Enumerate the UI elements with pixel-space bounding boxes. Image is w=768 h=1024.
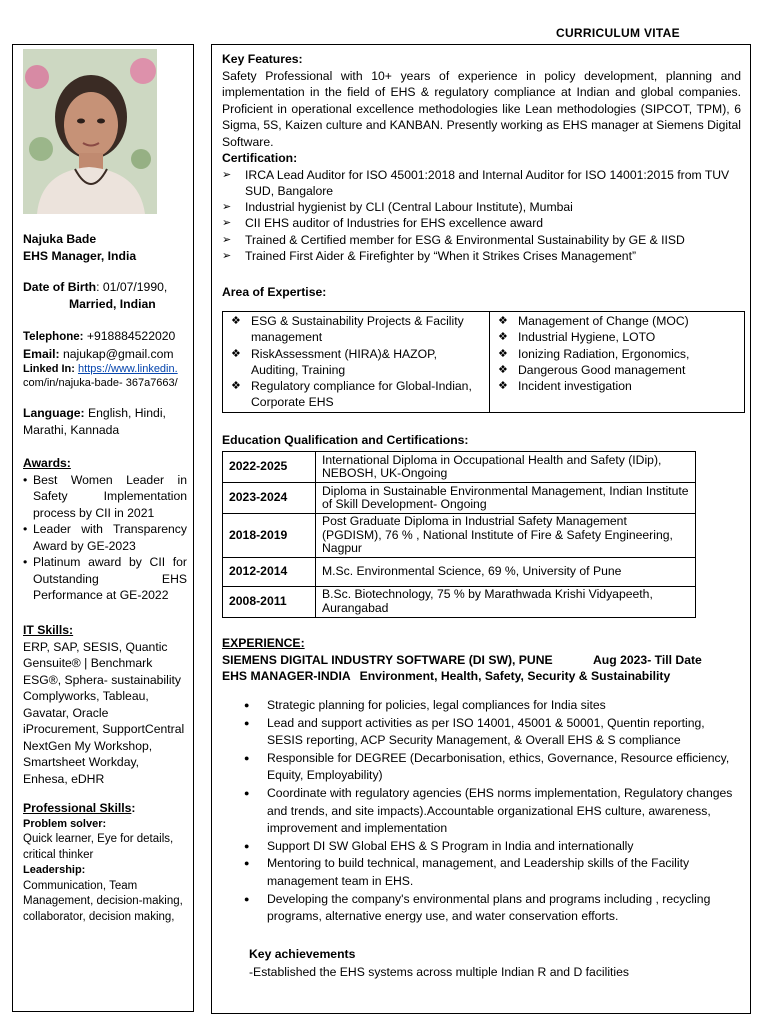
prof-skills-colon: : — [131, 801, 136, 815]
expertise-left-cell — [223, 312, 490, 413]
award-item: • Leader with Transparency Award by GE-2023 — [33, 521, 187, 554]
expertise-item: ❖ Industrial Hygiene, LOTO — [494, 329, 740, 345]
certification-item: ➢ Trained & Certified member for ESG & Environmental Sustainability by GE & IISD — [222, 232, 741, 248]
education-desc: Post Graduate Diploma in Industrial Safety Management (PGDISM), 76 % , National Institute of Fire & Safety Engineering, Nagpur — [316, 514, 696, 558]
certification-item: ➢ CII EHS auditor of Industries for EHS excellence award — [222, 215, 741, 231]
education-row — [223, 557, 696, 586]
experience-list — [222, 697, 741, 926]
expertise-item: ❖ RiskAssessment (HIRA)& HAZOP, Auditing, Training — [227, 346, 485, 379]
linkedin-link[interactable]: https://www.linkedin. — [78, 363, 178, 375]
certification-list — [222, 167, 741, 265]
job-title: EHS MANAGER-INDIA — [222, 669, 351, 683]
education-year: 2022-2025 — [223, 452, 316, 483]
certification-item: ➢ Trained First Aider & Firefighter by “When it Strikes Crises Management” — [222, 248, 741, 264]
prof-skills-heading: Professional Skills — [23, 801, 132, 815]
marital-status: Married, Indian — [69, 296, 156, 311]
linkedin-path: com/in/najuka-bade- 367a7663/ — [23, 377, 178, 389]
education-row — [223, 586, 696, 617]
certification-item: ➢ Industrial hygienist by CLI (Central Labour Institute), Mumbai — [222, 199, 741, 215]
leadership-text: Communication, Team Management, decision-making, collaborator, decision making, — [23, 879, 183, 923]
expertise-item: ❖ Incident investigation — [494, 378, 740, 394]
expertise-item: ❖ Ionizing Radiation, Ergonomics, — [494, 346, 740, 362]
document-title: CURRICULUM VITAE — [556, 26, 680, 40]
expertise-item: ❖ Management of Change (MOC) — [494, 313, 740, 329]
language-label: Language: — [23, 406, 85, 420]
main-content — [211, 44, 751, 1014]
key-features-heading: Key Features: — [222, 52, 303, 66]
experience-item: ● Responsible for DEGREE (Decarbonisation, ethics, Governance, Resource efficiency, Equity, Employability) — [222, 750, 741, 785]
education-row — [223, 514, 696, 558]
education-table — [222, 451, 696, 618]
dob-value: : 01/07/1990, — [96, 280, 168, 294]
profile-photo — [23, 49, 157, 214]
education-row — [223, 452, 696, 483]
experience-item: ● Lead and support activities as per ISO 14001, 45001 & 50001, Quentin reporting, SESIS reporting, ACP Security Management, & Overall EHS & S compliance — [222, 715, 741, 750]
it-skills-text: ERP, SAP, SESIS, Quantic Gensuite® | Benchmark ESG®, Sphera- sustainability Complyworks, Tableau, Gavatar, Oracle iProcurement, SupportCentral NextGen My Workshop, Smartsheet Workday, Enhesa, eDHR — [23, 639, 185, 786]
job-area: Environment, Health, Safety, Security & Sustainability — [359, 669, 671, 683]
email-value[interactable]: najukap@gmail.com — [59, 346, 174, 361]
education-row — [223, 483, 696, 514]
experience-item: ● Developing the company's environmental plans and programs including , recycling programs, alternative energy use, and water conservation efforts. — [222, 891, 741, 926]
education-year: 2023-2024 — [223, 483, 316, 514]
company-name: SIEMENS DIGITAL INDUSTRY SOFTWARE (DI SW), PUNE — [222, 652, 553, 667]
achievement-text: -Established the EHS systems across multiple Indian R and D facilities — [249, 965, 630, 979]
expertise-item: ❖ Dangerous Good management — [494, 362, 740, 378]
sidebar — [12, 44, 194, 1012]
award-item: • Platinum award by CII for Outstanding EHS Performance at GE-2022 — [33, 554, 187, 604]
phone-label: Telephone: — [23, 331, 84, 343]
experience-item: ● Mentoring to build technical, management, and Leadership skills of the Facility management team in EHS. — [222, 855, 741, 890]
certification-item: ➢ IRCA Lead Auditor for ISO 45001:2018 and Internal Auditor for ISO 14001:2015 from TUV SUD, Bangalore — [222, 167, 741, 200]
education-year: 2012-2014 — [223, 557, 316, 586]
it-skills-heading: IT Skills: — [23, 623, 74, 637]
expertise-table — [222, 311, 745, 413]
education-year: 2008-2011 — [223, 586, 316, 617]
education-desc: International Diploma in Occupational Health and Safety (IDip), NEBOSH, UK-Ongoing — [316, 452, 696, 483]
certification-heading: Certification: — [222, 151, 298, 165]
employment-period: Aug 2023- Till Date — [593, 652, 702, 667]
problem-solver-text: Quick learner, Eye for details, critical thinker — [23, 833, 174, 861]
email-label: Email: — [23, 346, 60, 361]
experience-item: ● Support DI SW Global EHS & S Program in India and internationally — [222, 838, 741, 856]
dob-label: Date of Birth — [23, 280, 97, 294]
education-heading: Education Qualification and Certifications: — [222, 433, 469, 447]
person-role: EHS Manager, India — [23, 248, 137, 263]
person-name: Najuka Bade — [23, 232, 97, 246]
experience-item: ● Strategic planning for policies, legal compliances for India sites — [222, 697, 741, 715]
expertise-heading: Area of Expertise: — [222, 285, 327, 299]
experience-heading: EXPERIENCE: — [222, 636, 305, 650]
achievements-heading: Key achievements — [249, 947, 356, 961]
linkedin-label: Linked In: — [23, 363, 75, 375]
key-features-text: Safety Professional with 10+ years of experience in policy development, planning and implementation in the field of EHS & regulatory compliance at Indian and global companies. Proficient in operational excellence methodologies like Lean methodologies (SIPCOT, TPM), 6 Sigma, 5S, Kaizen culture and KANBAN. Presently working as EHS manager at Siemens Digital Software. — [222, 68, 741, 149]
expertise-item: ❖ Regulatory compliance for Global-Indian, Corporate EHS — [227, 378, 485, 411]
leadership-label: Leadership: — [23, 864, 86, 876]
awards-list — [23, 472, 187, 604]
problem-solver-label: Problem solver: — [23, 817, 107, 830]
awards-heading: Awards: — [23, 456, 71, 470]
education-desc: B.Sc. Biotechnology, 75 % by Marathwada Krishi Vidyapeeth, Aurangabad — [316, 586, 696, 617]
expertise-right-cell — [490, 312, 745, 413]
expertise-item: ❖ ESG & Sustainability Projects & Facility management — [227, 313, 485, 346]
phone-value: +918884522020 — [83, 329, 176, 343]
education-year: 2018-2019 — [223, 514, 316, 558]
language-value: English, Hindi, Marathi, Kannada — [23, 406, 166, 437]
experience-item: ● Coordinate with regulatory agencies (EHS norms implementation, Regulatory changes and trends, and site impacts).Accountable organizational EHS culture, awareness, improvement and implementation — [222, 785, 741, 838]
award-item: • Best Women Leader in Safety Implementation process by CII in 2021 — [33, 472, 187, 522]
education-desc: M.Sc. Environmental Science, 69 %, University of Pune — [316, 557, 696, 586]
education-desc: Diploma in Sustainable Environmental Management, Indian Institute of Skill Development- Ongoing — [316, 483, 696, 514]
